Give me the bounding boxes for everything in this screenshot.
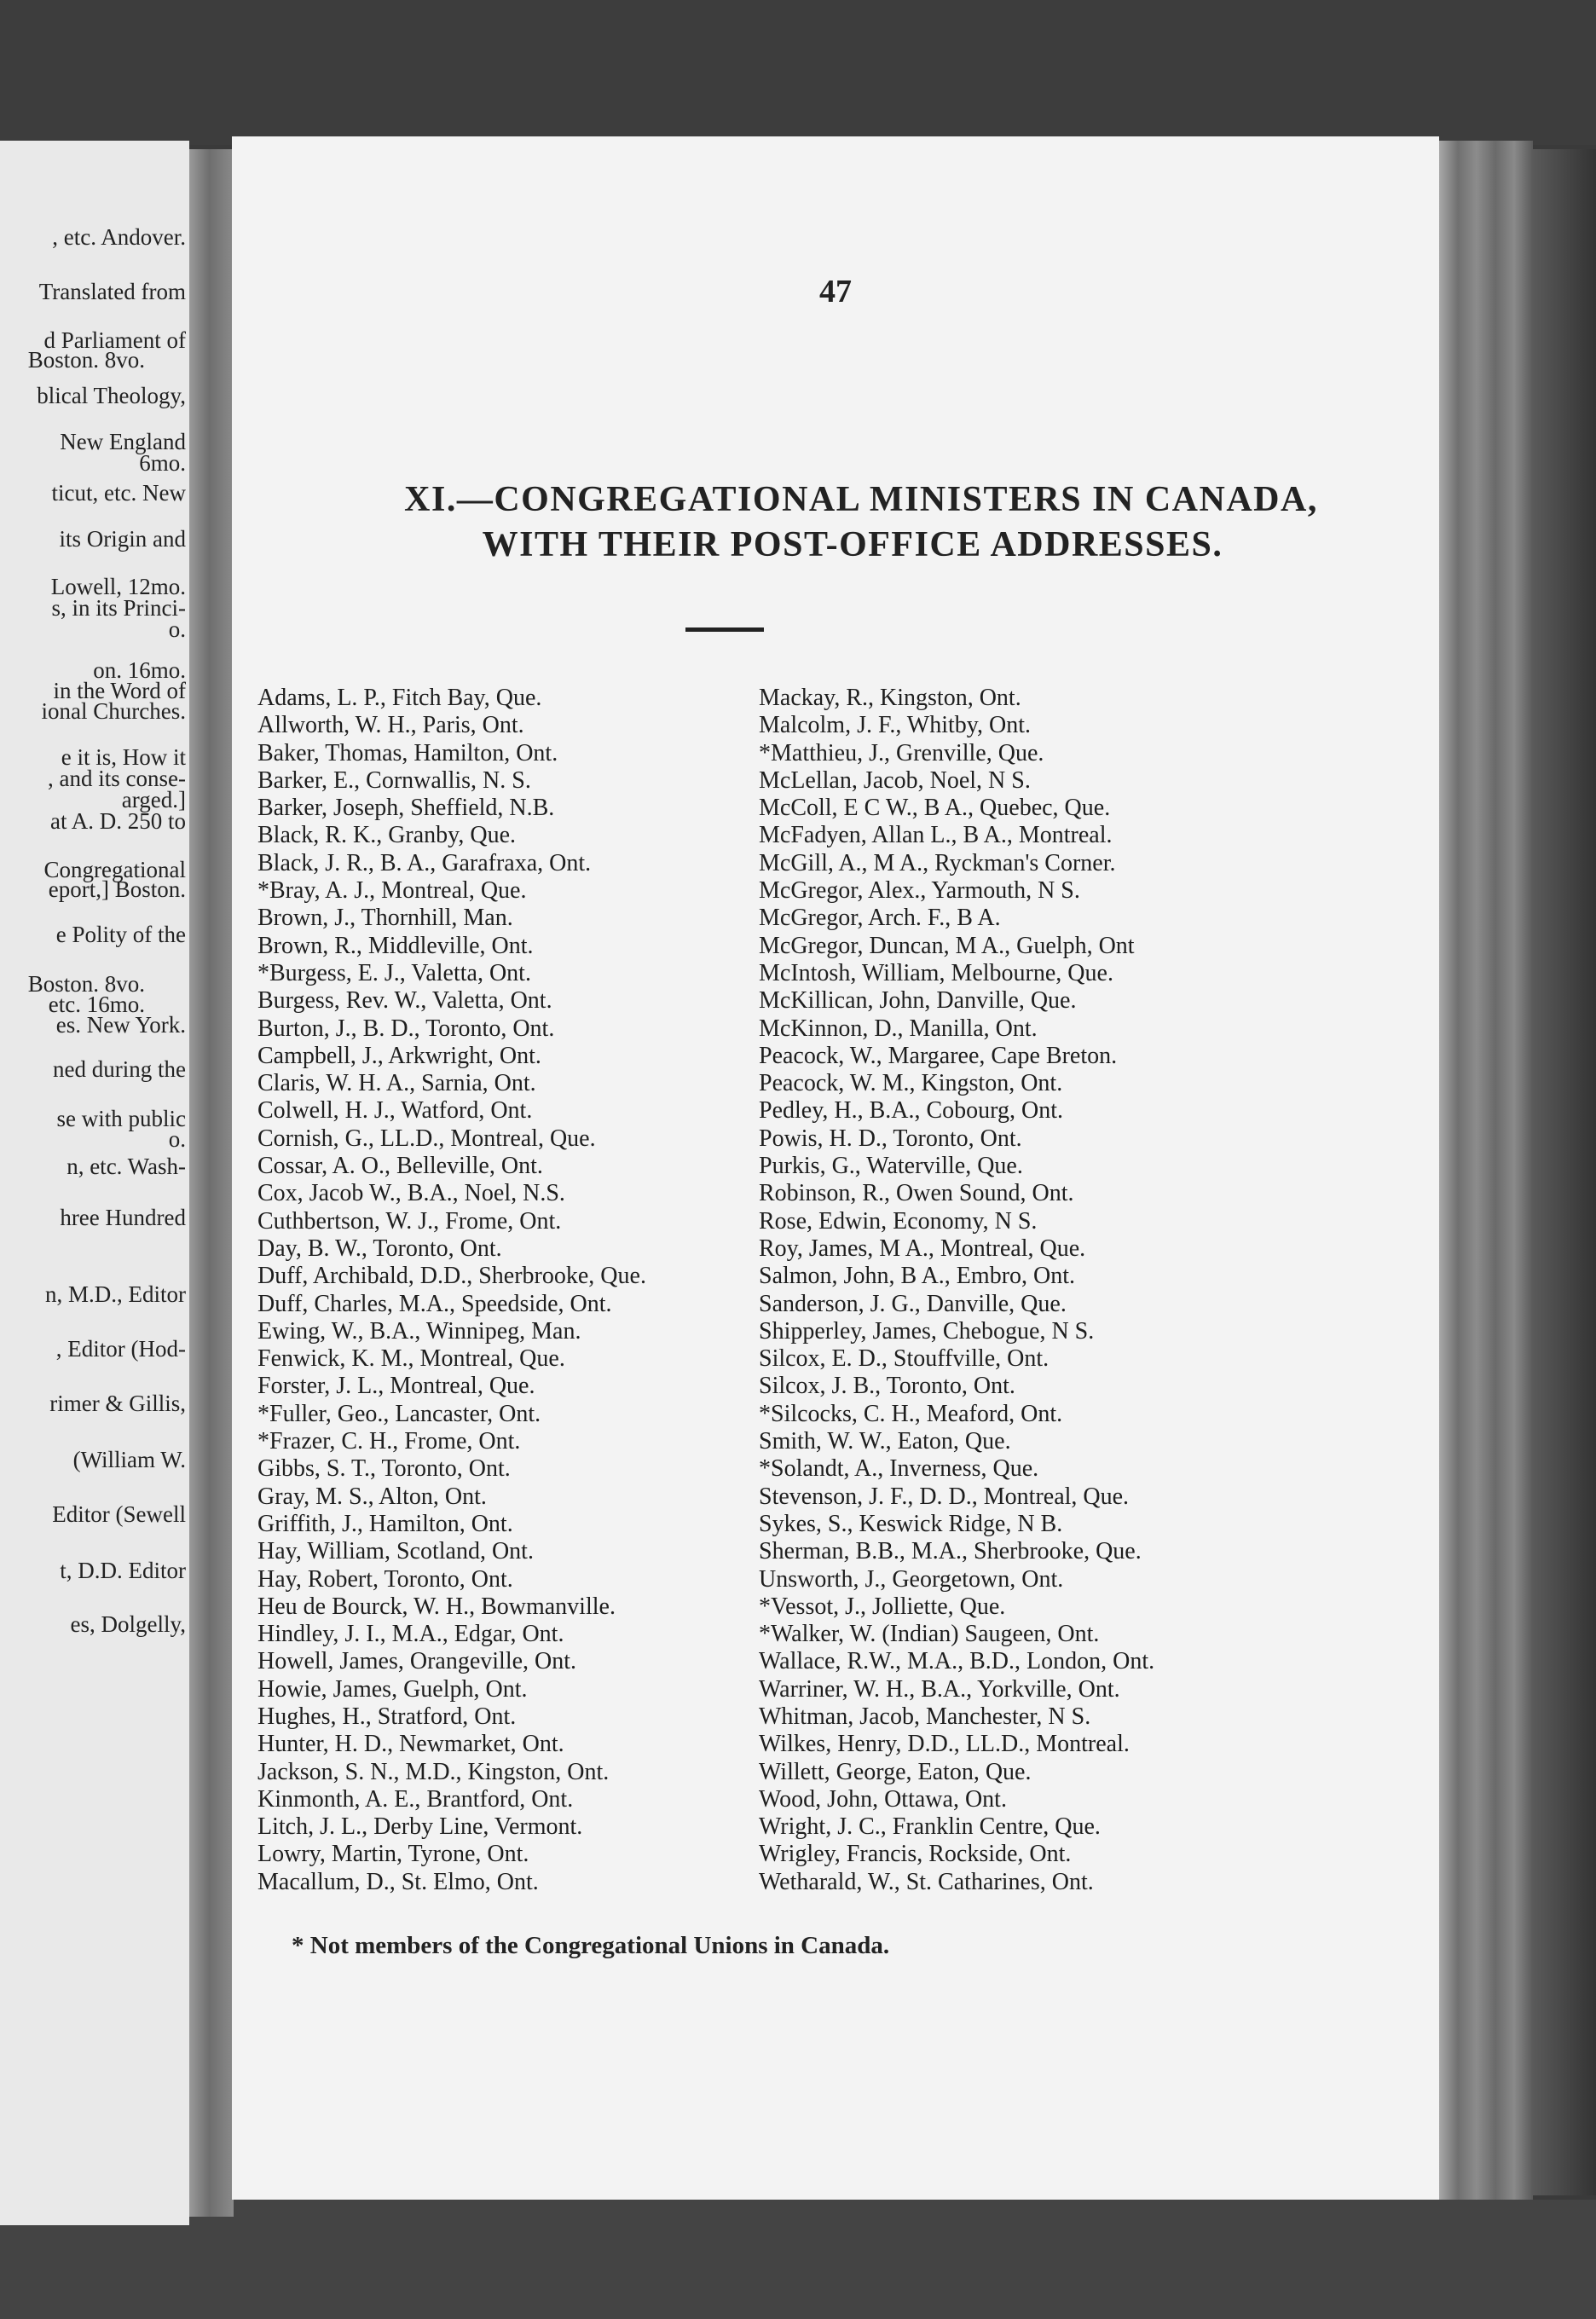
- minister-entry: Hay, William, Scotland, Ont.: [257, 1538, 534, 1565]
- left-page-line: s, in its Princi-: [51, 595, 186, 621]
- left-page-line: Boston. 8vo.: [27, 347, 145, 373]
- minister-entry: Adams, L. P., Fitch Bay, Que.: [257, 685, 542, 711]
- minister-entry: McLellan, Jacob, Noel, N S.: [759, 766, 1031, 794]
- minister-entry: Warriner, W. H., B.A., Yorkville, Ont.: [759, 1675, 1120, 1703]
- minister-entry: Wood, John, Ottawa, Ont.: [759, 1785, 1007, 1813]
- minister-entry: Brown, J., Thornhill, Man.: [257, 905, 513, 932]
- left-page: [0, 141, 189, 2225]
- minister-entry: Kinmonth, A. E., Brantford, Ont.: [257, 1785, 574, 1813]
- left-page-line: in the Word of: [53, 678, 186, 703]
- left-page-line: es, Dolgelly,: [70, 1611, 186, 1637]
- page-number: 47: [819, 274, 852, 309]
- left-page-gutter: [189, 149, 234, 2217]
- minister-entry: McIntosh, William, Melbourne, Que.: [759, 959, 1113, 986]
- left-page-line: t, D.D. Editor: [60, 1558, 186, 1583]
- left-page-line: etc. 16mo.: [48, 992, 145, 1017]
- left-page-line: Congregational: [43, 857, 186, 882]
- left-page-line: ned during the: [53, 1056, 186, 1082]
- minister-entry: McColl, E C W., B A., Quebec, Que.: [759, 795, 1111, 822]
- left-page-line: 6mo.: [139, 450, 186, 476]
- left-page-line: o.: [168, 616, 186, 642]
- minister-entry: Brown, R., Middleville, Ont.: [257, 932, 534, 959]
- left-page-line: d Parliament of: [43, 327, 186, 353]
- minister-entry: Macallum, D., St. Elmo, Ont.: [257, 1868, 539, 1895]
- minister-entry: Campbell, J., Arkwright, Ont.: [257, 1042, 541, 1069]
- minister-entry: *Walker, W. (Indian) Saugeen, Ont.: [759, 1621, 1100, 1648]
- minister-entry: Gibbs, S. T., Toronto, Ont.: [257, 1455, 511, 1483]
- minister-entry: Day, B. W., Toronto, Ont.: [257, 1235, 502, 1262]
- minister-entry: Lowry, Martin, Tyrone, Ont.: [257, 1841, 529, 1868]
- minister-entry: McGregor, Alex., Yarmouth, N S.: [759, 877, 1080, 905]
- minister-entry: Hunter, H. D., Newmarket, Ont.: [257, 1731, 564, 1758]
- minister-entry: Barker, Joseph, Sheffield, N.B.: [257, 795, 555, 822]
- left-page-line: hree Hundred: [60, 1205, 186, 1230]
- left-page-line: ticut, etc. New: [51, 480, 186, 506]
- minister-entry: McFadyen, Allan L., B A., Montreal.: [759, 822, 1113, 849]
- minister-entry: Sanderson, J. G., Danville, Que.: [759, 1290, 1067, 1317]
- minister-entry: Colwell, H. J., Watford, Ont.: [257, 1097, 533, 1125]
- minister-entry: Sherman, B.B., M.A., Sherbrooke, Que.: [759, 1538, 1142, 1565]
- minister-entry: *Solandt, A., Inverness, Que.: [759, 1455, 1039, 1483]
- minister-entry: Pedley, H., B.A., Cobourg, Ont.: [759, 1097, 1063, 1125]
- minister-entry: Forster, J. L., Montreal, Que.: [257, 1373, 535, 1400]
- minister-entry: Wilkes, Henry, D.D., LL.D., Montreal.: [759, 1731, 1130, 1758]
- left-page-line: Lowell, 12mo.: [50, 574, 186, 599]
- heading-line-2: WITH THEIR POST-OFFICE ADDRESSES.: [482, 525, 1223, 564]
- left-page-line: e it is, How it: [61, 744, 186, 770]
- ministers-left-column: [257, 685, 769, 1896]
- minister-entry: Gray, M. S., Alton, Ont.: [257, 1483, 487, 1510]
- left-page-line: , Editor (Hod-: [55, 1336, 186, 1362]
- background-bottom: [0, 2200, 1596, 2319]
- footnote: * Not members of the Congregational Unions in Canada.: [292, 1932, 890, 1959]
- minister-entry: Peacock, W., Margaree, Cape Breton.: [759, 1042, 1118, 1069]
- minister-entry: Cuthbertson, W. J., Frome, Ont.: [257, 1207, 562, 1235]
- minister-entry: McGregor, Arch. F., B A.: [759, 905, 1001, 932]
- minister-entry: Rose, Edwin, Economy, N S.: [759, 1207, 1038, 1235]
- minister-entry: *Silcocks, C. H., Meaford, Ont.: [759, 1400, 1063, 1427]
- left-page-line: n, etc. Wash-: [66, 1154, 186, 1179]
- minister-entry: Cossar, A. O., Belleville, Ont.: [257, 1153, 543, 1180]
- minister-entry: Burgess, Rev. W., Valetta, Ont.: [257, 987, 552, 1015]
- minister-entry: *Burgess, E. J., Valetta, Ont.: [257, 959, 531, 986]
- background-top: [0, 0, 1596, 145]
- minister-entry: Heu de Bourck, W. H., Bowmanville.: [257, 1593, 616, 1620]
- left-page-line: blical Theology,: [37, 383, 186, 408]
- page: [232, 136, 1439, 2200]
- minister-entry: Willett, George, Eaton, Que.: [759, 1758, 1032, 1785]
- minister-entry: Cox, Jacob W., B.A., Noel, N.S.: [257, 1180, 565, 1207]
- page-edges: [1439, 141, 1533, 2200]
- minister-entry: Black, J. R., B. A., Garafraxa, Ont.: [257, 849, 592, 876]
- minister-entry: Wrigley, Francis, Rockside, Ont.: [759, 1841, 1072, 1868]
- left-page-line: e Polity of the: [55, 922, 186, 947]
- minister-entry: Griffith, J., Hamilton, Ont.: [257, 1510, 513, 1537]
- left-page-line: eport,] Boston.: [48, 876, 186, 902]
- minister-entry: Whitman, Jacob, Manchester, N S.: [759, 1703, 1091, 1730]
- minister-entry: Malcolm, J. F., Whitby, Ont.: [759, 712, 1031, 739]
- minister-entry: Wright, J. C., Franklin Centre, Que.: [759, 1813, 1101, 1841]
- minister-entry: *Fuller, Geo., Lancaster, Ont.: [257, 1400, 541, 1427]
- minister-entry: Wetharald, W., St. Catharines, Ont.: [759, 1868, 1094, 1895]
- minister-entry: Fenwick, K. M., Montreal, Que.: [257, 1345, 565, 1373]
- minister-entry: *Vessot, J., Jolliette, Que.: [759, 1593, 1006, 1620]
- left-page-line: n, M.D., Editor: [45, 1281, 186, 1307]
- left-page-line: arged.]: [121, 787, 186, 813]
- minister-entry: *Frazer, C. H., Frome, Ont.: [257, 1428, 521, 1455]
- minister-entry: Duff, Charles, M.A., Speedside, Ont.: [257, 1290, 612, 1317]
- book-cover-edge: [1533, 149, 1596, 2195]
- left-page-line: on. 16mo.: [93, 657, 186, 683]
- minister-entry: Duff, Archibald, D.D., Sherbrooke, Que.: [257, 1263, 646, 1290]
- minister-entry: Baker, Thomas, Hamilton, Ont.: [257, 739, 558, 766]
- minister-entry: Unsworth, J., Georgetown, Ont.: [759, 1565, 1064, 1593]
- left-page-line: its Origin and: [59, 526, 186, 552]
- left-page-line: se with public: [56, 1106, 186, 1131]
- minister-entry: McKinnon, D., Manilla, Ont.: [759, 1015, 1038, 1042]
- left-page-line: Boston. 8vo.: [27, 971, 145, 997]
- minister-entry: Purkis, G., Waterville, Que.: [759, 1153, 1023, 1180]
- minister-entry: Howie, James, Guelph, Ont.: [257, 1675, 528, 1703]
- minister-entry: Silcox, E. D., Stouffville, Ont.: [759, 1345, 1050, 1373]
- minister-entry: Allworth, W. H., Paris, Ont.: [257, 712, 524, 739]
- minister-entry: Jackson, S. N., M.D., Kingston, Ont.: [257, 1758, 610, 1785]
- minister-entry: Burton, J., B. D., Toronto, Ont.: [257, 1015, 555, 1042]
- heading-line-1: XI.—CONGREGATIONAL MINISTERS IN CANADA,: [404, 480, 1318, 519]
- minister-entry: Powis, H. D., Toronto, Ont.: [759, 1125, 1022, 1152]
- left-page-line: o.: [168, 1126, 186, 1152]
- minister-entry: Black, R. K., Granby, Que.: [257, 822, 517, 849]
- minister-entry: Mackay, R., Kingston, Ont.: [759, 685, 1021, 711]
- left-page-line: , and its conse-: [48, 766, 186, 791]
- left-page-line: Editor (Sewell: [52, 1501, 186, 1527]
- minister-entry: Sykes, S., Keswick Ridge, N B.: [759, 1510, 1063, 1537]
- minister-entry: Hughes, H., Stratford, Ont.: [257, 1703, 517, 1730]
- minister-entry: Hindley, J. I., M.A., Edgar, Ont.: [257, 1621, 564, 1648]
- left-page-line: es. New York.: [55, 1012, 186, 1038]
- minister-entry: Silcox, J. B., Toronto, Ont.: [759, 1373, 1015, 1400]
- minister-entry: Cornish, G., LL.D., Montreal, Que.: [257, 1125, 596, 1152]
- minister-entry: Salmon, John, B A., Embro, Ont.: [759, 1263, 1076, 1290]
- minister-entry: Peacock, W. M., Kingston, Ont.: [759, 1070, 1063, 1097]
- left-page-line: (William W.: [72, 1447, 186, 1472]
- ministers-right-column: [759, 685, 1270, 1896]
- minister-entry: Barker, E., Cornwallis, N. S.: [257, 766, 531, 794]
- minister-entry: *Bray, A. J., Montreal, Que.: [257, 877, 527, 905]
- minister-entry: McKillican, John, Danville, Que.: [759, 987, 1077, 1015]
- minister-entry: Litch, J. L., Derby Line, Vermont.: [257, 1813, 583, 1841]
- left-page-line: rimer & Gillis,: [49, 1391, 186, 1416]
- minister-entry: Howell, James, Orangeville, Ont.: [257, 1648, 577, 1675]
- left-page-line: Translated from: [38, 279, 186, 304]
- minister-entry: Roy, James, M A., Montreal, Que.: [759, 1235, 1086, 1262]
- minister-entry: Claris, W. H. A., Sarnia, Ont.: [257, 1070, 536, 1097]
- left-page-line: ional Churches.: [41, 698, 186, 724]
- minister-entry: *Matthieu, J., Grenville, Que.: [759, 739, 1044, 766]
- left-page-line: , etc. Andover.: [52, 224, 186, 250]
- minister-entry: McGregor, Duncan, M A., Guelph, Ont: [759, 932, 1135, 959]
- minister-entry: Hay, Robert, Toronto, Ont.: [257, 1565, 513, 1593]
- minister-entry: Ewing, W., B.A., Winnipeg, Man.: [257, 1317, 581, 1345]
- minister-entry: Robinson, R., Owen Sound, Ont.: [759, 1180, 1074, 1207]
- heading-rule: [685, 627, 764, 632]
- minister-entry: Shipperley, James, Chebogue, N S.: [759, 1317, 1095, 1345]
- left-page-line: New England: [60, 429, 186, 454]
- minister-entry: Wallace, R.W., M.A., B.D., London, Ont.: [759, 1648, 1155, 1675]
- minister-entry: Smith, W. W., Eaton, Que.: [759, 1428, 1011, 1455]
- minister-entry: Stevenson, J. F., D. D., Montreal, Que.: [759, 1483, 1130, 1510]
- left-page-line: at A. D. 250 to: [50, 808, 186, 834]
- minister-entry: McGill, A., M A., Ryckman's Corner.: [759, 849, 1116, 876]
